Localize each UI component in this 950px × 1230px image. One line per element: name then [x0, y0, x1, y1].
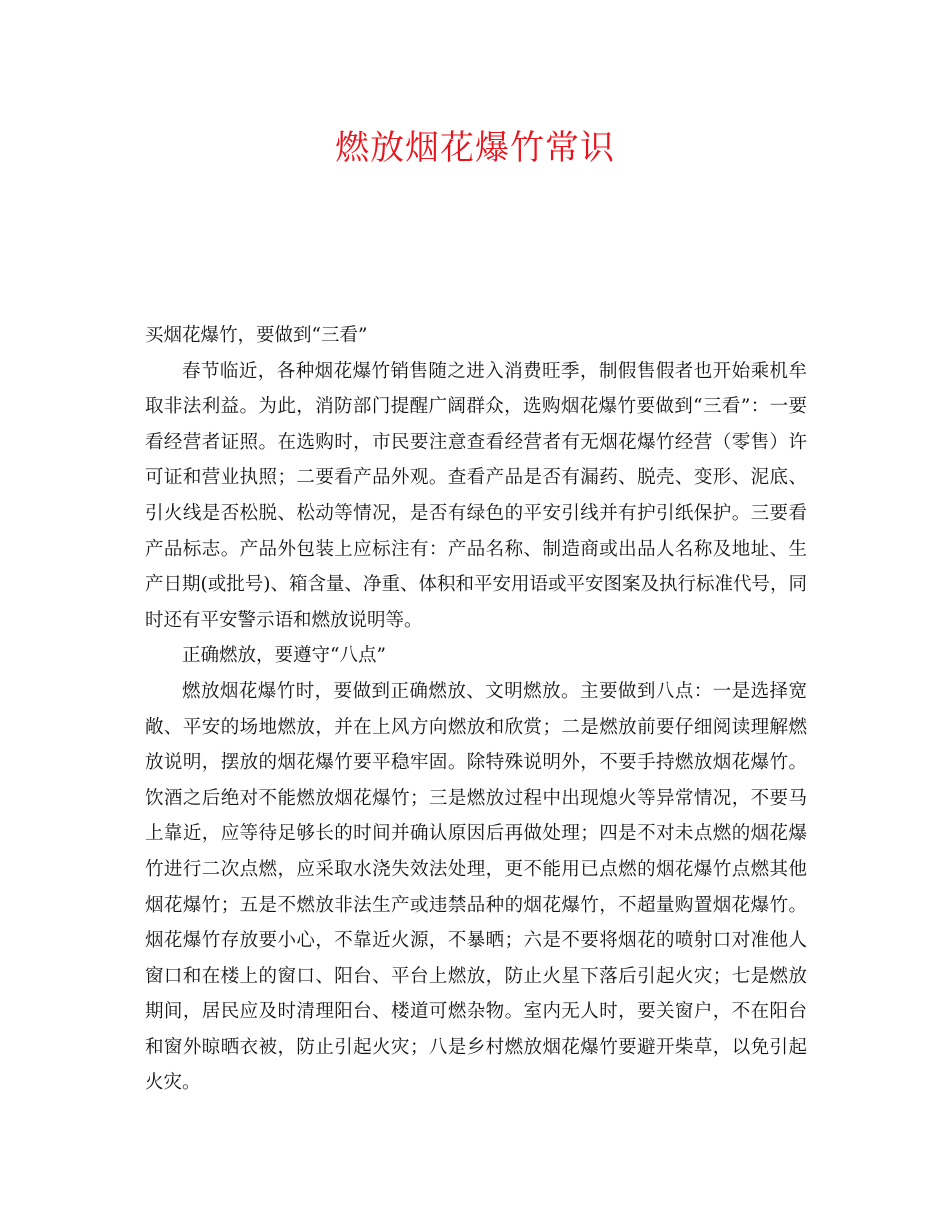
document-title: 燃放烟花爆竹常识 [335, 128, 615, 168]
section-heading-three-checks: 买烟花爆竹，要做到“三看” [145, 325, 368, 346]
document-body [145, 318, 807, 1101]
paragraph-eight-points: 燃放烟花爆竹时，要做到正确燃放、文明燃放。主要做到八点：一是选择宽敞、平安的场地燃放，并在上风方向燃放和欣赏；二是燃放前要仔细阅读理解燃放说明，摆放的烟花爆竹要平稳牢固。除特殊说明外，不要手持燃放烟花爆竹。饮酒之后绝对不能燃放烟花爆竹；三是燃放过程中出现熄火等异常情况，不要马上靠近，应等待足够长的时间并确认原因后再做处理；四是不对未点燃的烟花爆竹进行二次点燃，应采取水浇失效法处理，更不能用已点燃的烟花爆竹点燃其他烟花爆竹；五是不燃放非法生产或违禁品种的烟花爆竹，不超量购置烟花爆竹。烟花爆竹存放要小心，不靠近火源，不暴晒；六是不要将烟花的喷射口对准他人窗口和在楼上的窗口、阳台、平台上燃放，防止火星下落后引起火灾；七是燃放期间，居民应及时清理阳台、楼道可燃杂物。室内无人时，要关窗户，不在阳台和窗外晾晒衣被，防止引起火灾；八是乡村燃放烟花爆竹要避开柴草，以免引起火灾。 [145, 680, 807, 1094]
section-heading-eight-points: 正确燃放，要遵守“八点” [182, 645, 386, 667]
paragraph-three-checks: 春节临近，各种烟花爆竹销售随之进入消费旺季，制假售假者也开始乘机牟取非法利益。为此，消防部门提醒广阔群众，选购烟花爆竹要做到“三看”：一要看经营者证照。在选购时，市民要注意查看经营者有无烟花爆竹经营（零售）许可证和营业执照；二要看产品外观。查看产品是否有漏药、脱壳、变形、泥底、引火线是否松脱、松动等情况，是否有绿色的平安引线并有护引纸保护。三要看产品标志。产品外包装上应标注有：产品名称、制造商或出品人名称及地址、生产日期(或批号)、箱含量、净重、体积和平安用语或平安图案及执行标准代号，同时还有平安警示语和燃放说明等。 [145, 360, 807, 631]
